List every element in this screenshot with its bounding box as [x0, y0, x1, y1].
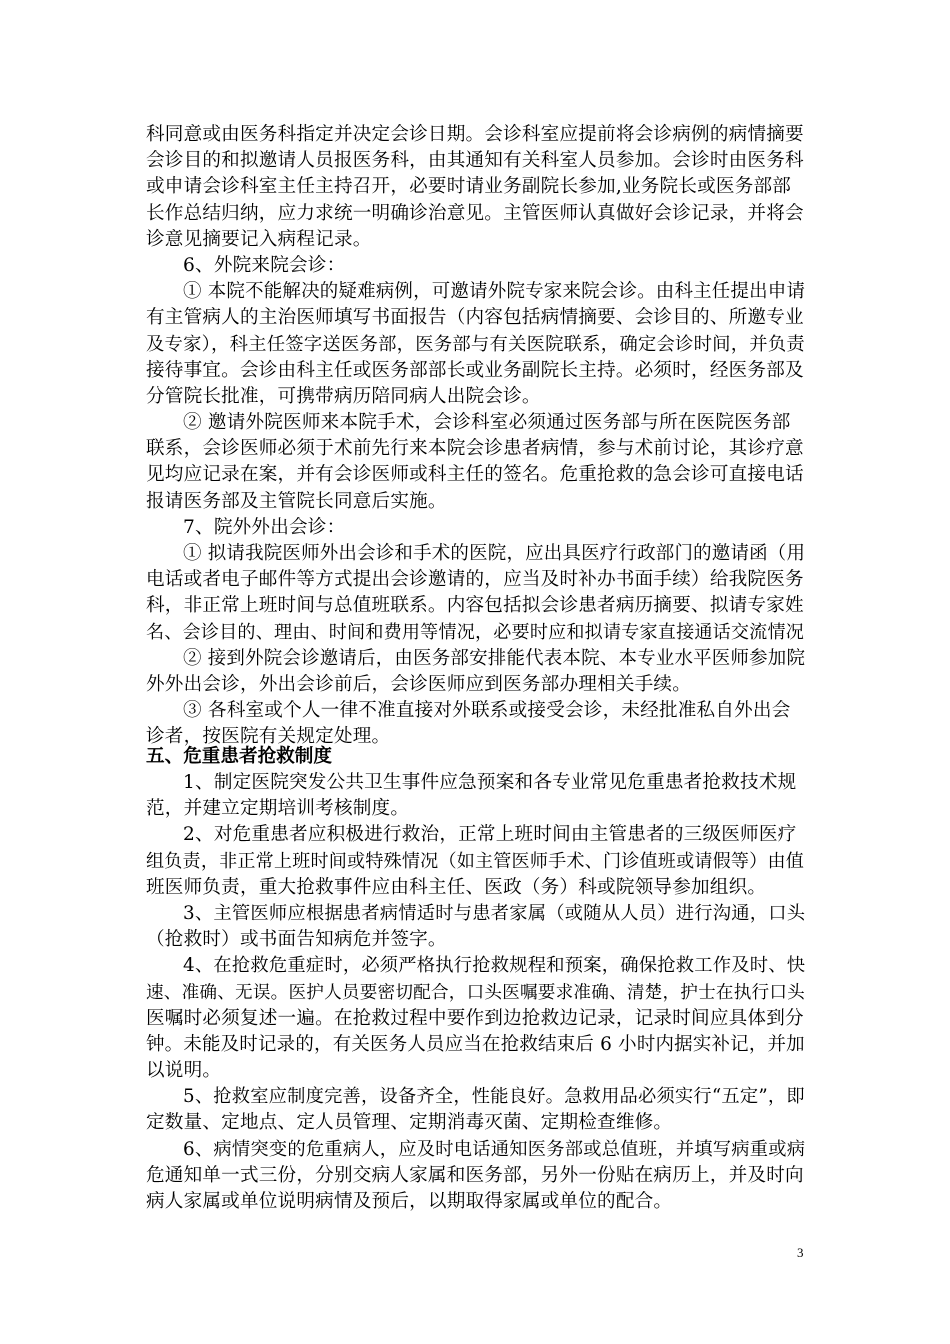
body-text-section-1 [146, 122, 808, 751]
text-line: 1、制定医院突发公共卫生事件应急预案和各专业常见危重患者抢救技术规 [183, 772, 797, 793]
text-line: 组负责，非正常上班时间或特殊情况（如主管医师手术、门诊值班或请假等）由值 [146, 850, 805, 872]
text-line: 5、抢救室应制度完善，设备齐全，性能良好。急救用品必须实行“五定”，即 [183, 1086, 805, 1108]
text-line: 联系，会诊医师必须于术前先行来本院会诊患者病情，参与术前讨论，其诊疗意 [146, 438, 804, 460]
subheading-line: 6、外院来院会诊： [183, 254, 346, 276]
text-line: 接待事宜。会诊由科主任或医务部部长或业务副院长主持。必须时，经医务部及 [146, 359, 804, 381]
text-line: 或申请会诊科室主任主持召开，必要时请业务副院长参加,业务院长或医务部部 [146, 176, 792, 198]
text-line: 病人家属或单位说明病情及预后，以期取得家属或单位的配合。 [146, 1191, 673, 1212]
text-line: 外外出会诊，外出会诊前后，会诊医师应到医务部办理相关手续。 [146, 673, 692, 695]
text-line: 有主管病人的主治医师填写书面报告（内容包括病情摘要、会诊目的、所邀专业 [146, 307, 804, 329]
text-line: 4、在抢救危重症时，必须严格执行抢救规程和预案，确保抢救工作及时、快 [183, 955, 806, 977]
text-line: 班医师负责，重大抢救事件应由科主任、医政（务）科或院领导参加组织。 [146, 876, 767, 898]
text-line: 电话或者电子邮件等方式提出会诊邀请的，应当及时补办书面手续）给我院医务 [146, 569, 804, 591]
text-line: ③ 各科室或个人一律不准直接对外联系或接受会诊，未经批准私自外出会 [183, 700, 791, 722]
text-line: 6、病情突变的危重病人，应及时电话通知医务部或总值班，并填写病重或病 [183, 1138, 806, 1160]
text-line: 分管院长批准，可携带病历陪同病人出院会诊。 [146, 385, 541, 407]
text-line: ① 本院不能解决的疑难病例，可邀请外院专家来院会诊。由科主任提出申请 [183, 281, 806, 303]
body-text-section-2 [146, 770, 808, 1215]
text-line: 危通知单一式三份，分别交病人家属和医务部，另外一份贴在病历上，并及时向 [146, 1164, 804, 1186]
text-line: 2、对危重患者应积极进行救治，正常上班时间由主管患者的三级医师医疗 [183, 824, 797, 846]
subheading-line: 7、院外外出会诊： [183, 516, 346, 538]
text-line: 及专家），科主任签字送医务部，医务部与有关医院联系，确定会诊时间，并负责 [146, 333, 805, 355]
text-line: ② 邀请外院医师来本院手术，会诊科室必须通过医务部与所在医院医务部 [183, 412, 791, 434]
text-line: 3、主管医师应根据患者病情适时与患者家属（或随从人员）进行沟通，口头 [183, 902, 806, 924]
text-line: 钟。未能及时记录的，有关医务人员应当在抢救结束后 6 小时内据实补记，并加 [146, 1033, 805, 1055]
text-line: 医嘱时必须复述一遍。在抢救过程中要作到边抢救边记录，记录时间应具体到分 [146, 1007, 804, 1029]
text-line: 诊者，按医院有关规定处理。 [146, 726, 391, 748]
text-line: 长作总结归纳，应力求统一明确诊治意见。主管医师认真做好会诊记录，并将会 [146, 202, 804, 224]
text-line: 会诊目的和拟邀请人员报医务科，由其通知有关科室人员参加。会诊时由医务科 [146, 150, 804, 172]
page-number: 3 [797, 1245, 804, 1260]
text-line: 名、会诊目的、理由、时间和费用等情况，必要时应和拟请专家直接通话交流情况 [146, 621, 805, 643]
text-line: ① 拟请我院医师外出会诊和手术的医院，应出具医疗行政部门的邀请函（用 [183, 543, 806, 564]
text-line: 范，并建立定期培训考核制度。 [146, 798, 410, 820]
text-line: 速、准确、无误。医护人员要密切配合，口头医嘱要求准确、清楚，护士在执行口头 [146, 982, 805, 1003]
text-line: 科同意或由医务科指定并决定会诊日期。会诊科室应提前将会诊病例的病情摘要 [146, 124, 804, 145]
text-line: （抢救时）或书面告知病危并签字。 [146, 929, 447, 951]
text-line: ② 接到外院会诊邀请后，由医务部安排能代表本院、本专业水平医师参加院 [183, 647, 806, 669]
text-line: 诊意见摘要记入病程记录。 [146, 228, 372, 250]
text-line: 定数量、定地点、定人员管理、定期消毒灭菌、定期检查维修。 [146, 1112, 673, 1134]
text-line: 以说明。 [146, 1060, 222, 1082]
section-heading: 五、危重患者抢救制度 [146, 746, 332, 767]
text-line: 报请医务部及主管院长同意后实施。 [146, 490, 447, 512]
text-line: 科，非正常上班时间与总值班联系。内容包括拟会诊患者病历摘要、拟请专家姓 [146, 595, 804, 617]
text-line: 见均应记录在案，并有会诊医师或科主任的签名。危重抢救的急会诊可直接电话 [146, 464, 804, 486]
